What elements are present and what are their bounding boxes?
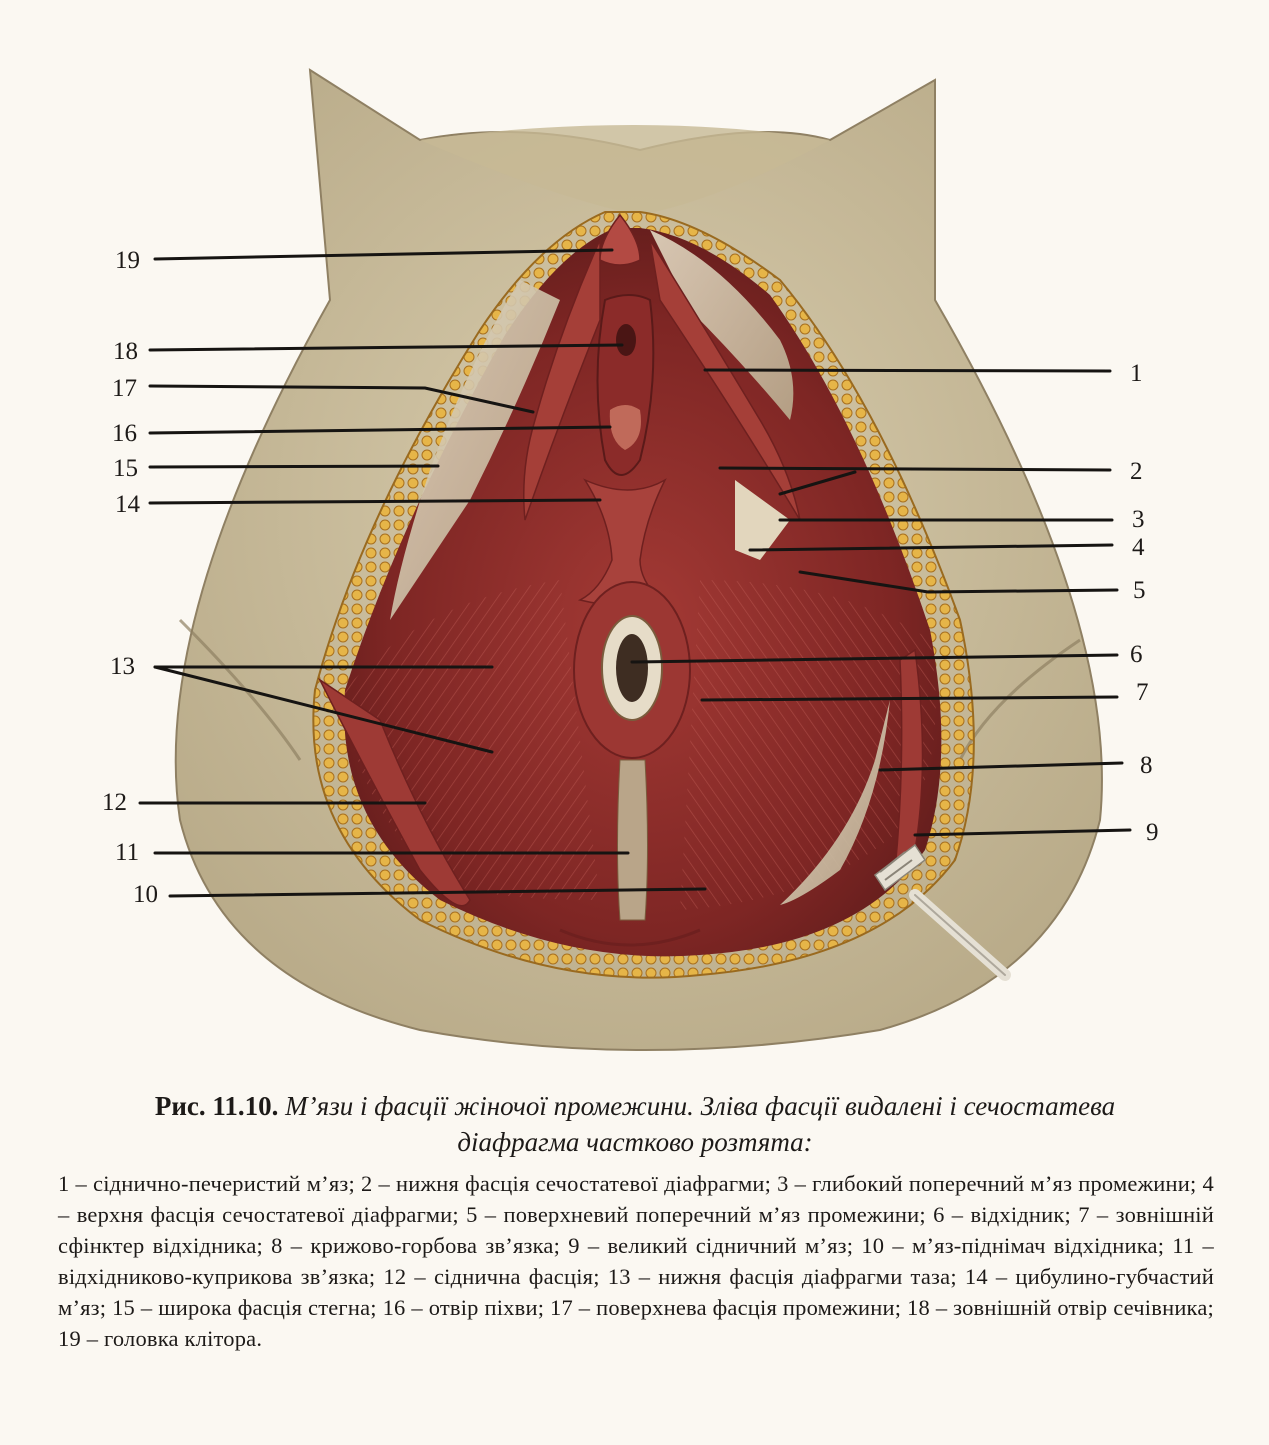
figure-number: Рис. 11.10.: [154, 1091, 279, 1121]
label-4: 4: [1132, 534, 1145, 561]
label-7: 7: [1136, 679, 1149, 706]
anus: [574, 582, 690, 758]
label-19: 19: [115, 247, 140, 274]
label-9: 9: [1146, 819, 1159, 846]
label-1: 1: [1130, 360, 1143, 387]
label-16: 16: [112, 420, 137, 447]
label-3: 3: [1132, 506, 1145, 533]
label-8: 8: [1140, 752, 1153, 779]
label-10: 10: [133, 881, 158, 908]
figure-caption: [120, 1088, 1150, 1160]
label-2: 2: [1130, 458, 1143, 485]
label-13: 13: [110, 653, 135, 680]
label-15: 15: [113, 455, 138, 482]
label-6: 6: [1130, 641, 1143, 668]
label-12: 12: [102, 789, 127, 816]
label-17: 17: [112, 375, 137, 402]
label-14: 14: [115, 491, 140, 518]
label-5: 5: [1133, 577, 1146, 604]
figure-legend: 1 – сіднично-печеристий м’яз; 2 – нижня фасція сечостатевої діафрагми; 3 – глибокий поперечний м’яз промежини; 4 – верхня фасція сечостатевої діафрагми; 5 – поверхневий поперечний м’яз промежини; 6 – відхідник; 7 – зовнішній сфінктер відхідника; 8 – крижово-горбова зв’язка; 9 – великий сідничний м’яз; 10 – м’яз-піднімач відхідника; 11 – відхідниково-куприкова зв’язка; 12 – сіднична фасція; 13 – нижня фасція діафрагми таза; 14 – цибулино-губчастий м’яз; 15 – широка фасція стегна; 16 – отвір піхви; 17 – поверхнева фасція промежини; 18 – зовнішній отвір сечівника; 19 – головка клітора.: [58, 1171, 1214, 1351]
figure-title: М’язи і фасції жіночої промежини. Зліва фасції видалені і сечостатева діафрагма частково розтята:: [285, 1091, 1116, 1157]
label-11: 11: [115, 839, 140, 866]
label-18: 18: [113, 338, 138, 365]
